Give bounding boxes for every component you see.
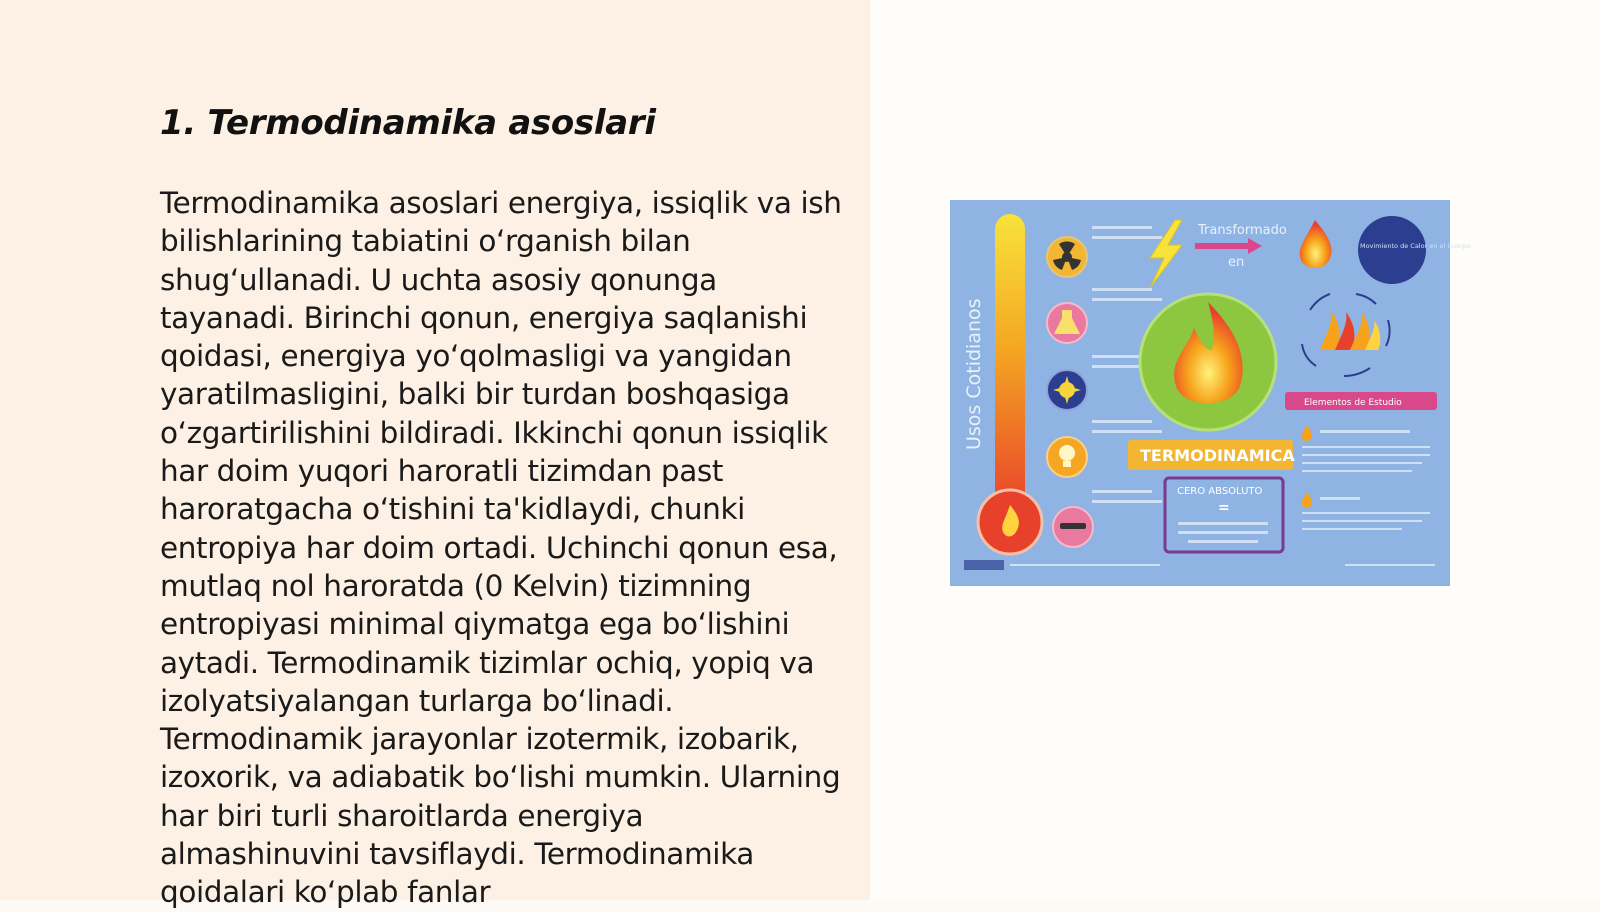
center-banner-label: TERMODINAMICA xyxy=(1140,446,1295,465)
flask-icon xyxy=(1047,303,1087,343)
radiation-icon xyxy=(1047,237,1087,277)
footer-line xyxy=(1010,564,1160,566)
zero-box-symbol: = xyxy=(1218,500,1230,516)
slide-body: Termodinamika asoslari energiya, issiqlik va ish bilishlarining tabiatini o‘rganish bilan shug‘ullanadi. U uchta asosiy qonunga tayanadi. Birinchi qonun, energiya saqlanishi qoidasi, energiya yo‘qolmasligi va yangidan yaratilmasligini, balki bir turdan boshqasiga o‘zgartirilishini bildiradi. Ikkinchi qonun issiqlik har doim yuqori haroratli tizimdan past haroratgacha o‘tishini ta'kidlaydi, chunki entropiya har doim ortadi. Uchinchi qonun esa, mutlaq nol haroratda (0 Kelvin) tizimning entropiyasi minimal qiymatga ega bo‘lishini aytadi. Termodinamik tizimlar ochiq, yopiq va izolyatsiyalangan turlarga bo‘linadi. Termodinamik jarayonlar izotermik, izobarik, izoxorik, va adiabatik bo‘lishi mumkin. Ularning har biri turli sharoitlarda energiya almashinuvini tavsiflaydi. Termodinamika qoidalari ko‘plab fanlar xyxy=(160,186,842,910)
footer-logo xyxy=(964,560,1004,570)
lightbulb-icon xyxy=(1047,437,1087,477)
body-heat-label: Movimiento de Calor en el Cuerpo xyxy=(1360,242,1471,250)
small-flame-icon-1 xyxy=(1302,425,1312,441)
top-flame-icon xyxy=(1300,220,1332,268)
thermodynamics-infographic xyxy=(950,200,1471,586)
zero-box-title: CERO ABSOLUTO xyxy=(1177,486,1263,497)
infographic-drawing xyxy=(950,200,1471,586)
thermometer-tube xyxy=(995,214,1025,514)
transform-arrowhead xyxy=(1248,238,1262,254)
elements-banner-label: Elementos de Estudio xyxy=(1304,398,1402,408)
zero-box-lines xyxy=(1178,522,1268,543)
info-lines xyxy=(1302,430,1430,530)
body-heat-circle xyxy=(1358,216,1426,284)
fire-cluster-icon xyxy=(1320,310,1380,350)
footer-credit xyxy=(1345,564,1435,566)
transform-label-2: en xyxy=(1228,255,1245,270)
heater-icon xyxy=(1053,507,1093,547)
lightning-icon xyxy=(1150,220,1182,288)
small-flame-icon-2 xyxy=(1302,492,1312,508)
side-label: Usos Cotidianos xyxy=(963,298,985,450)
sun-icon xyxy=(1047,370,1087,410)
transform-label: Transformado xyxy=(1198,223,1287,238)
slide-title: 1. Termodinamika asoslari xyxy=(160,103,656,143)
transform-arrow xyxy=(1195,243,1250,249)
